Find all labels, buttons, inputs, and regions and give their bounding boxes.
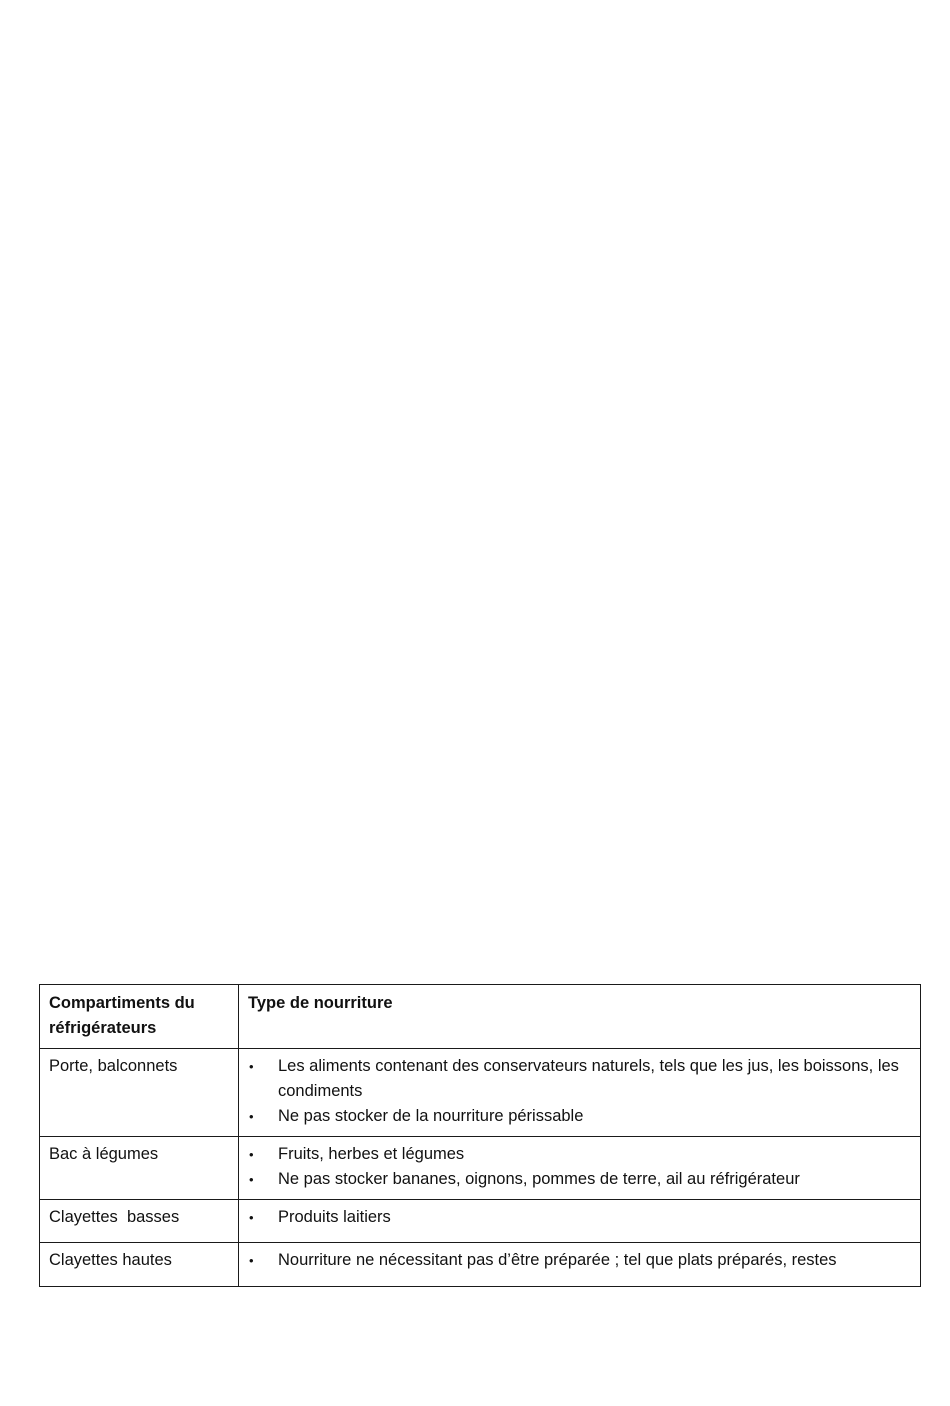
food-list xyxy=(248,1248,912,1273)
compartment-cell: Porte, balconnets xyxy=(40,1049,239,1137)
bullet-icon: • xyxy=(249,1059,254,1074)
compartment-cell: Bac à légumes xyxy=(40,1137,239,1200)
list-item-text: Ne pas stocker bananes, oignons, pommes de terre, ail au réfrigérateur xyxy=(278,1170,800,1188)
list-item xyxy=(248,1205,912,1230)
food-list xyxy=(248,1142,912,1192)
list-item-text: Les aliments contenant des conservateurs naturels, tels que les jus, les boissons, les condiments xyxy=(278,1057,899,1100)
bullet-icon: • xyxy=(249,1147,254,1162)
list-item-text: Produits laitiers xyxy=(278,1208,391,1226)
compartment-cell: Clayettes basses xyxy=(40,1200,239,1243)
list-item-text: Ne pas stocker de la nourriture périssable xyxy=(278,1107,584,1125)
list-item-text: Fruits, herbes et légumes xyxy=(278,1145,465,1163)
food-type-cell xyxy=(239,1243,921,1287)
list-item xyxy=(248,1104,912,1129)
table-row xyxy=(40,1200,921,1243)
list-item-text: Nourriture ne nécessitant pas d’être préparée ; tel que plats préparés, restes xyxy=(278,1251,837,1269)
table-row xyxy=(40,1243,921,1287)
bullet-icon: • xyxy=(249,1172,254,1187)
list-item xyxy=(248,1167,912,1192)
table-row xyxy=(40,1049,921,1137)
table-header-row xyxy=(40,985,921,1049)
food-list xyxy=(248,1054,912,1129)
food-type-cell xyxy=(239,1200,921,1243)
bullet-icon: • xyxy=(249,1109,254,1124)
food-list xyxy=(248,1205,912,1230)
bullet-icon: • xyxy=(249,1253,254,1268)
header-compartments: Compartiments du réfrigérateurs xyxy=(40,985,239,1049)
compartment-cell: Clayettes hautes xyxy=(40,1243,239,1287)
list-item xyxy=(248,1248,912,1273)
list-item xyxy=(248,1054,912,1104)
food-type-cell xyxy=(239,1137,921,1200)
food-type-cell xyxy=(239,1049,921,1137)
header-food-type: Type de nourriture xyxy=(239,985,921,1049)
bullet-icon: • xyxy=(249,1210,254,1225)
list-item xyxy=(248,1142,912,1167)
food-storage-table xyxy=(39,984,921,1287)
table-row xyxy=(40,1137,921,1200)
